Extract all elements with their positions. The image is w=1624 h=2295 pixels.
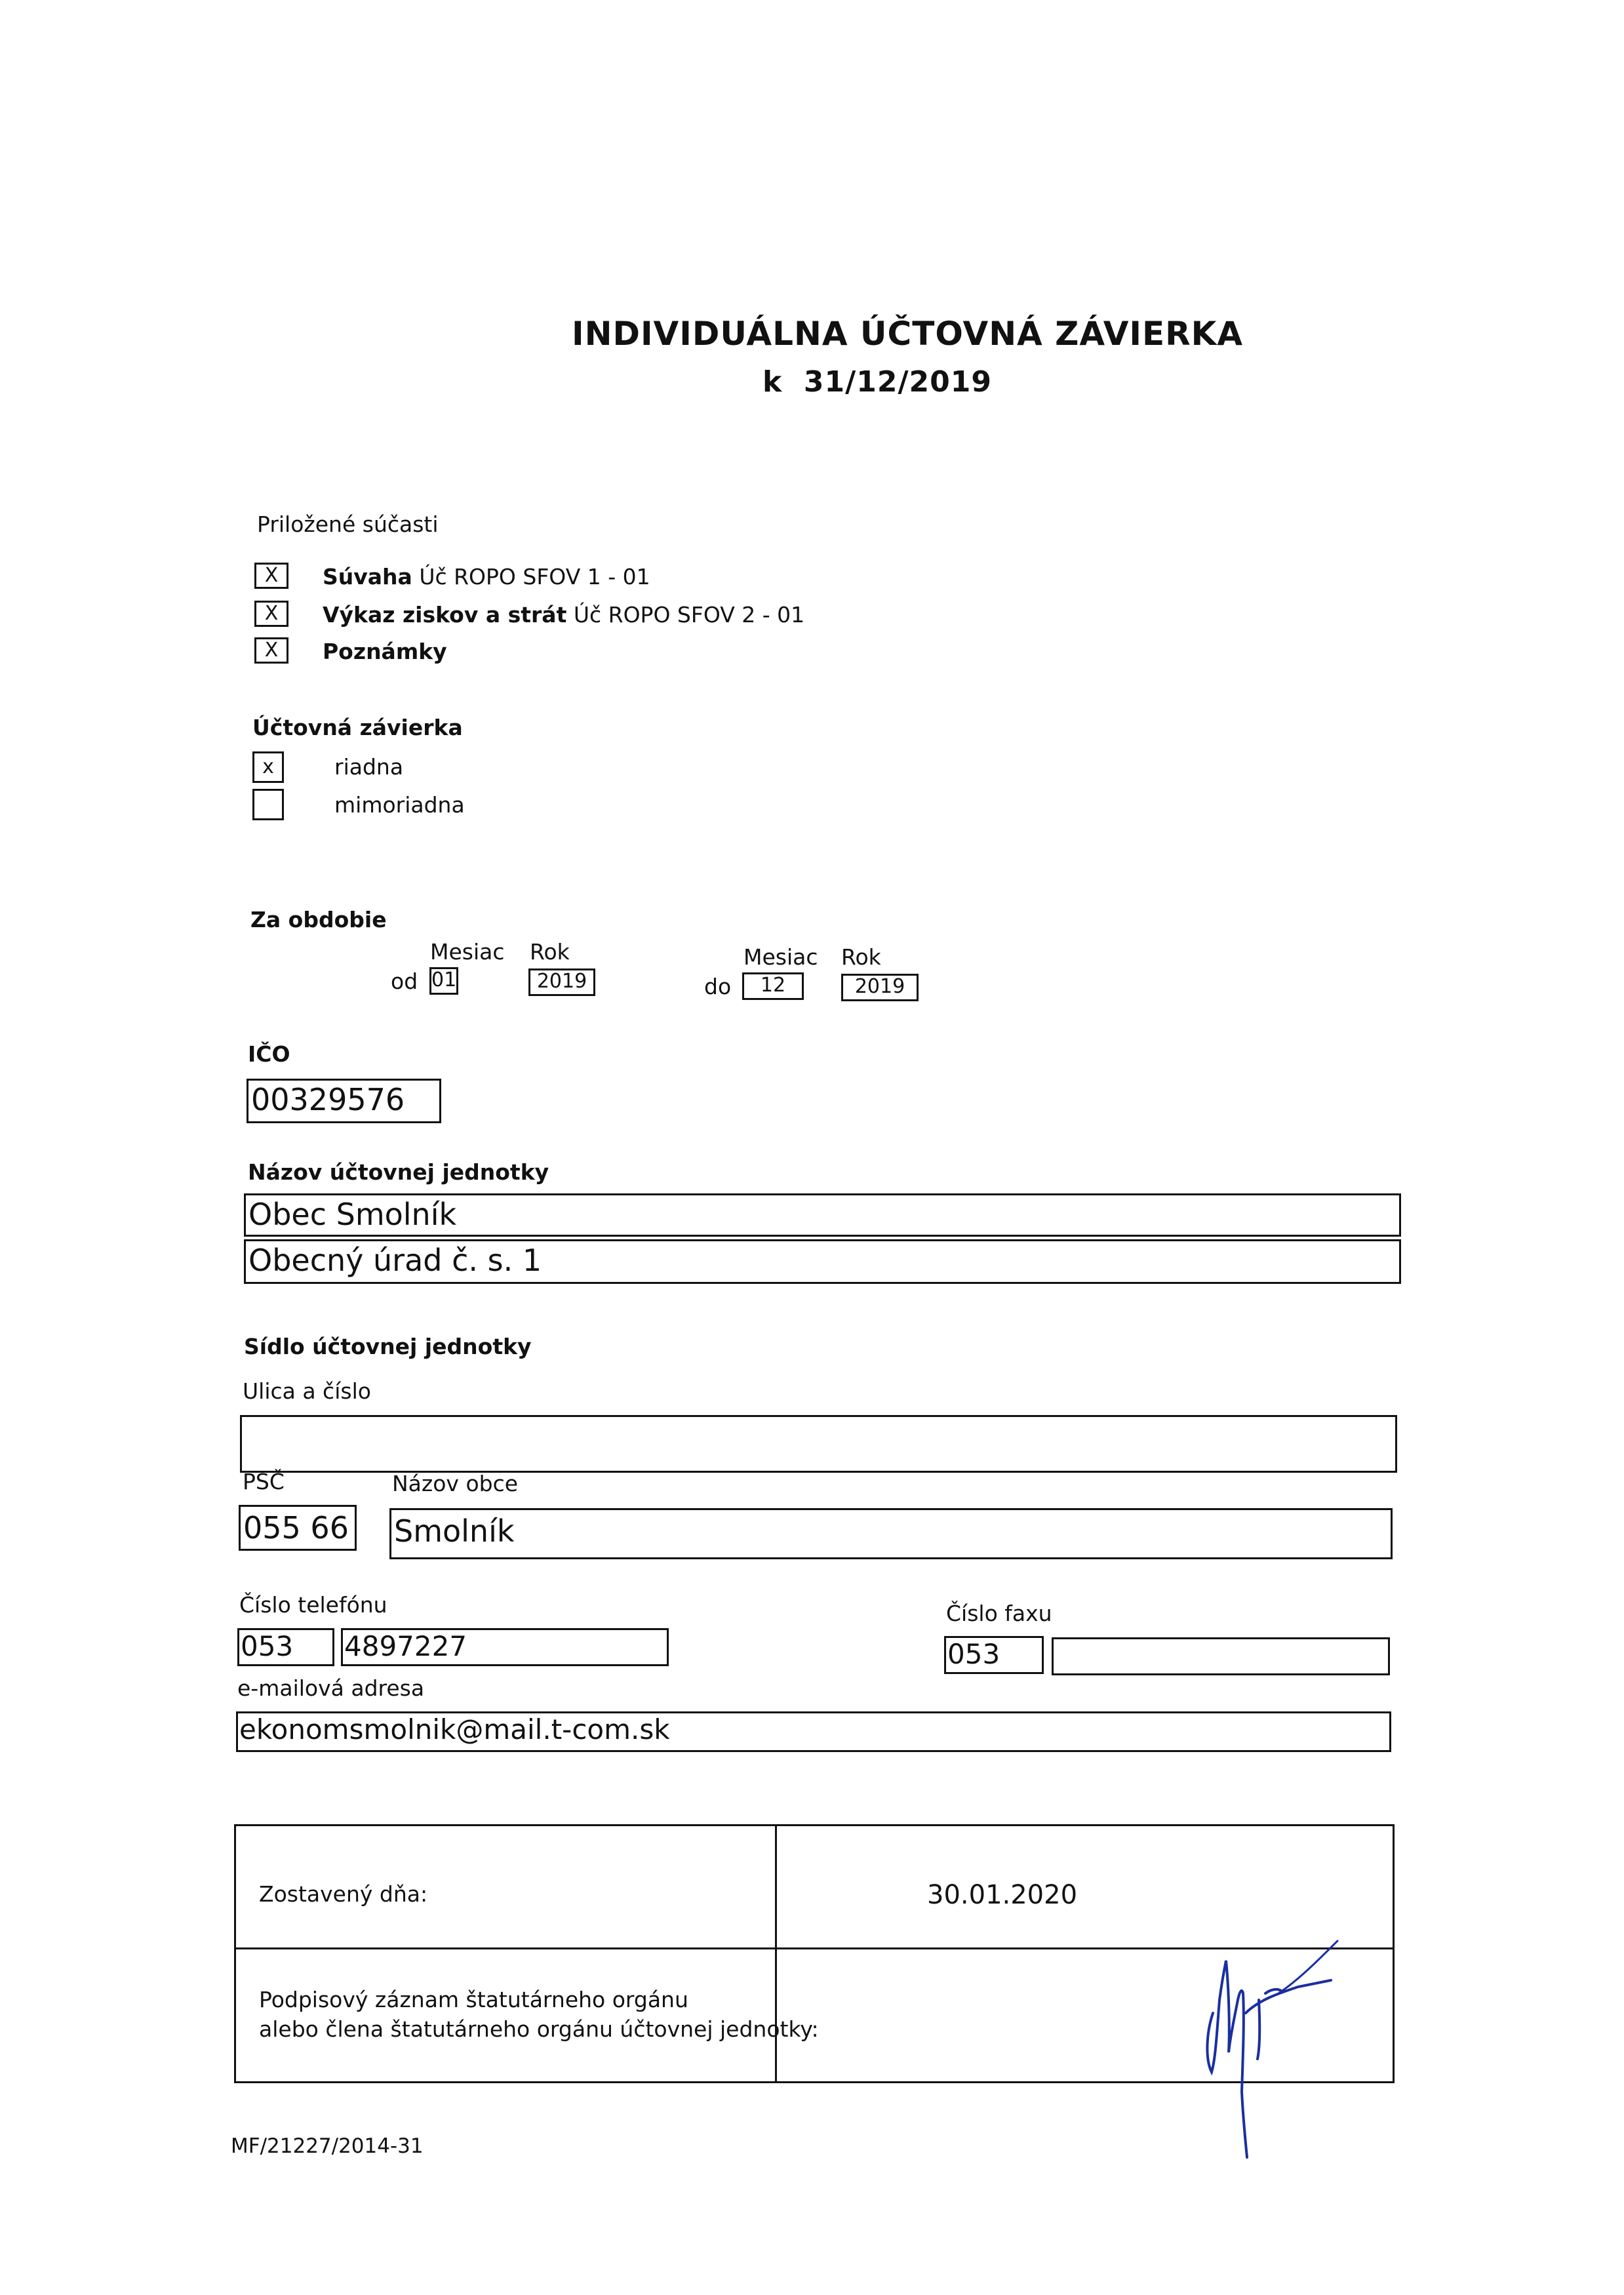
period-from-month-field[interactable]: 01 — [429, 967, 458, 995]
attachments-heading: Priložené súčasti — [257, 511, 439, 537]
attachment-label-vykaz — [323, 602, 804, 628]
city-field[interactable]: Smolník — [389, 1508, 1393, 1559]
period-to-label: do — [704, 974, 732, 999]
form-code: MF/21227/2014-31 — [231, 2134, 424, 2158]
period-to-year-label: Rok — [841, 944, 881, 970]
closing-type-heading: Účtovná závierka — [252, 715, 463, 740]
date-prefix: k — [762, 365, 783, 399]
attachment-label-poznamky: Poznámky — [323, 639, 447, 664]
attachment-checkbox-suvaha[interactable]: X — [254, 563, 288, 589]
street-field[interactable] — [240, 1415, 1397, 1473]
attachment-form-code: Úč ROPO SFOV 1 - 01 — [419, 564, 650, 589]
ico-field[interactable]: 00329576 — [247, 1079, 441, 1123]
period-to-month-label: Mesiac — [743, 944, 818, 970]
attachment-name: Súvaha — [323, 564, 412, 589]
closing-type-checkbox-mimoriadna[interactable] — [252, 789, 284, 820]
closing-type-label-mimoriadna: mimoriadna — [334, 792, 465, 818]
attachment-checkbox-poznamky[interactable]: X — [254, 637, 288, 664]
signature-label-line1: Podpisový záznam štatutárneho orgánu — [259, 1987, 688, 2012]
street-label: Ulica a číslo — [243, 1378, 371, 1404]
phone-prefix-field[interactable]: 053 — [237, 1628, 334, 1666]
phone-number-field[interactable]: 4897227 — [341, 1628, 669, 1666]
period-to-month-field[interactable]: 12 — [742, 972, 804, 1000]
document-date-line — [762, 365, 992, 399]
period-to-year-field[interactable]: 2019 — [841, 974, 919, 1001]
closing-type-checkbox-riadna[interactable]: x — [252, 751, 284, 783]
psc-field[interactable]: 055 66 — [239, 1505, 357, 1551]
ico-label: IČO — [248, 1041, 290, 1067]
psc-label: PSČ — [243, 1469, 285, 1494]
attachment-label-suvaha — [323, 564, 650, 589]
signature-label-line2: alebo člena štatutárneho orgánu účtovnej jednotky: — [259, 2016, 819, 2042]
attachment-name: Výkaz ziskov a strát — [323, 602, 567, 628]
entity-name-heading: Názov účtovnej jednotky — [248, 1159, 549, 1185]
closing-type-label-riadna: riadna — [334, 754, 404, 780]
table-vertical-divider — [775, 1826, 777, 2081]
city-label: Názov obce — [392, 1471, 519, 1496]
period-from-label: od — [391, 968, 418, 994]
phone-label: Číslo telefónu — [239, 1592, 387, 1618]
period-heading: Za obdobie — [250, 907, 387, 932]
fax-number-field[interactable] — [1052, 1637, 1390, 1675]
closing-date: 31/12/2019 — [803, 365, 992, 399]
compiled-date-value: 30.01.2020 — [927, 1880, 1078, 1910]
period-from-year-label: Rok — [530, 939, 570, 965]
attachment-form-code: Úč ROPO SFOV 2 - 01 — [573, 602, 805, 628]
email-label: e-mailová adresa — [237, 1675, 425, 1701]
entity-name-line1-field[interactable]: Obec Smolník — [244, 1193, 1401, 1237]
attachment-checkbox-vykaz[interactable]: X — [254, 601, 288, 627]
period-from-month-label: Mesiac — [430, 939, 505, 965]
fax-prefix-field[interactable]: 053 — [944, 1636, 1044, 1674]
compiled-date-label: Zostavený dňa: — [259, 1881, 428, 1907]
document-title: INDIVIDUÁLNA ÚČTOVNÁ ZÁVIERKA — [572, 315, 1244, 353]
fax-label: Číslo faxu — [946, 1601, 1052, 1626]
entity-name-line2-field[interactable]: Obecný úrad č. s. 1 — [244, 1239, 1401, 1284]
period-from-year-field[interactable]: 2019 — [528, 968, 595, 996]
seat-heading: Sídlo účtovnej jednotky — [244, 1334, 532, 1359]
email-field[interactable]: ekonomsmolnik@mail.t-com.sk — [236, 1711, 1391, 1752]
handwritten-signature — [1200, 1921, 1370, 2170]
